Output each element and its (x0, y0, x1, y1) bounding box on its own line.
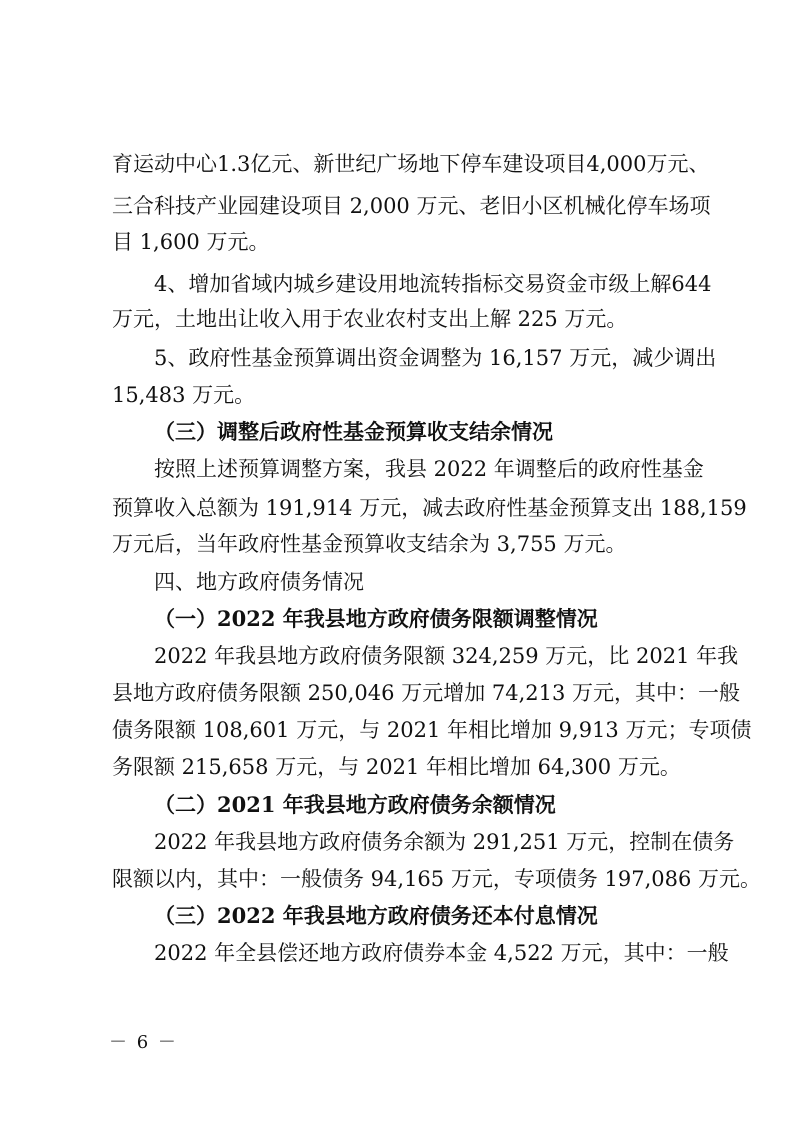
page-number: － 6 － (109, 1032, 178, 1053)
paragraph-line: 2022 年全县偿还地方政府债券本金 4,522 万元，其中：一般 (154, 941, 729, 965)
section-heading: （二）2021 年我县地方政府债务余额情况 (154, 792, 556, 817)
paragraph-line: 县地方政府债务限额 250,046 万元增加 74,213 万元，其中：一般 (112, 681, 741, 705)
paragraph-line: 2022 年我县地方政府债务余额为 291,251 万元，控制在债务 (154, 830, 735, 854)
paragraph-line: 2022 年我县地方政府债务限额 324,259 万元，比 2021 年我 (154, 644, 739, 668)
paragraph-line: 万元后，当年政府性基金预算收支结余为 3,755 万元。 (112, 532, 627, 556)
paragraph-line: 15,483 万元。 (112, 383, 256, 407)
paragraph-line: 目 1,600 万元。 (112, 230, 270, 254)
section-heading: （三）调整后政府性基金预算收支结余情况 (154, 419, 553, 444)
paragraph-line: 4、增加省域内城乡建设用地流转指标交易资金市级上解644 (154, 272, 712, 296)
paragraph-line: 债务限额 108,601 万元，与 2021 年相比增加 9,913 万元；专项债 (112, 718, 752, 742)
paragraph-line: 育运动中心1.3亿元、新世纪广场地下停车建设项目4,000万元、 (112, 152, 710, 176)
paragraph-line: 三合科技产业园建设项目 2,000 万元、老旧小区机械化停车场项 (112, 194, 711, 218)
paragraph-line: 预算收入总额为 191,914 万元，减去政府性基金预算支出 188,159 (112, 496, 747, 520)
section-heading: （三）2022 年我县地方政府债务还本付息情况 (154, 903, 598, 928)
paragraph-line: 5、政府性基金预算调出资金调整为 16,157 万元，减少调出 (154, 346, 717, 370)
paragraph-line: 务限额 215,658 万元，与 2021 年相比增加 64,300 万元。 (112, 755, 681, 779)
section-heading: 四、地方政府债务情况 (154, 570, 364, 594)
paragraph-line: 万元，土地出让收入用于农业农村支出上解 225 万元。 (112, 307, 628, 331)
paragraph-line: 限额以内，其中：一般债务 94,165 万元，专项债务 197,086 万元。 (112, 867, 762, 891)
paragraph-line: 按照上述预算调整方案，我县 2022 年调整后的政府性基金 (154, 457, 704, 481)
section-heading: （一）2022 年我县地方政府债务限额调整情况 (154, 606, 598, 631)
